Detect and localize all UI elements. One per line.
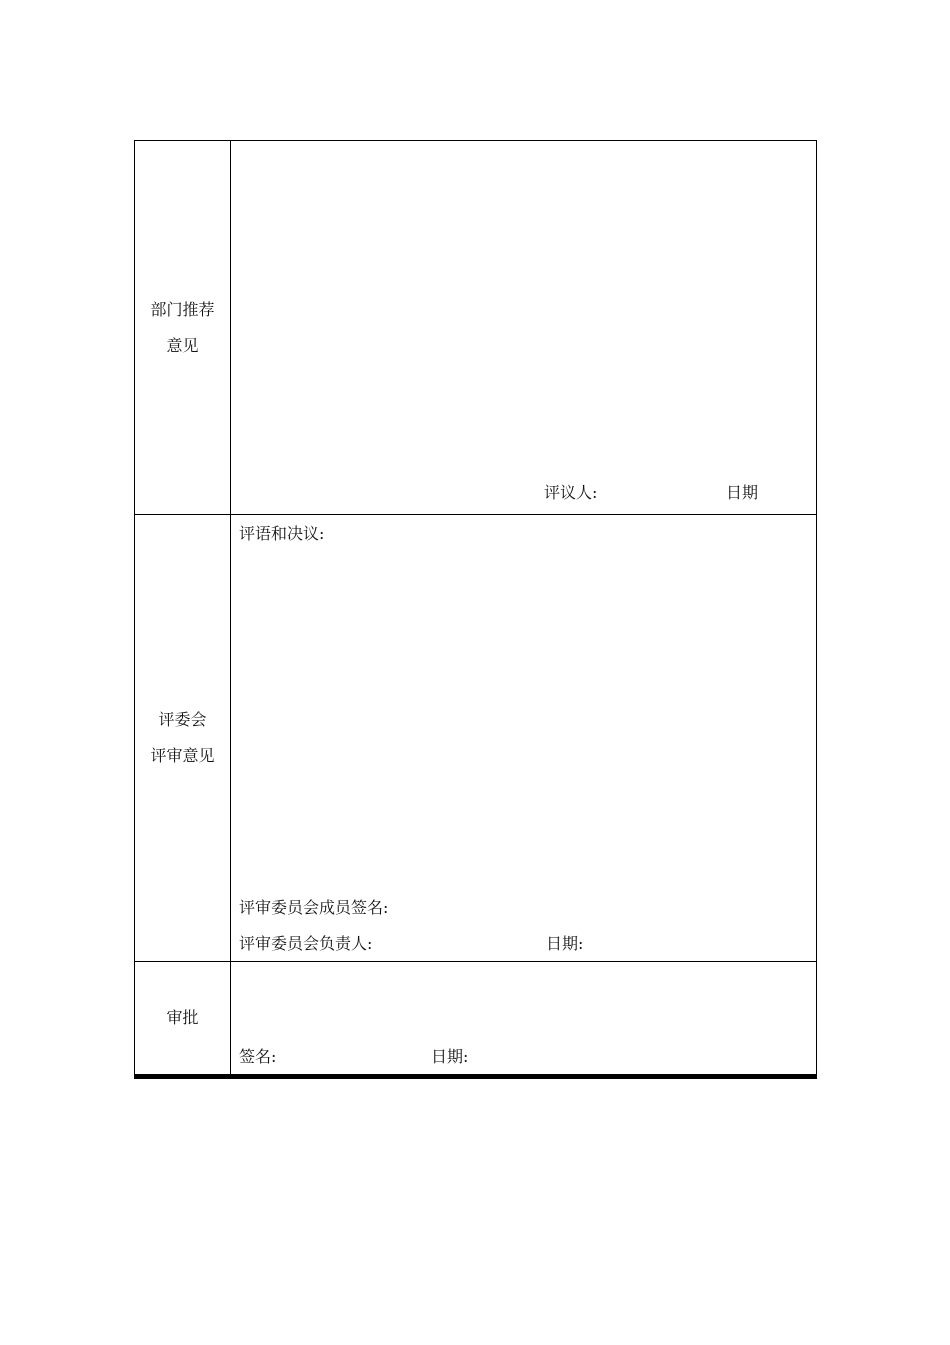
row-label-line: 部门推荐 — [150, 299, 215, 319]
department-recommendation-content[interactable] — [231, 141, 816, 514]
committee-review-row — [135, 514, 816, 961]
review-form-table — [134, 140, 817, 1075]
row-label-line: 审批 — [166, 1008, 199, 1027]
bottom-border-rule — [134, 1075, 817, 1079]
committee-head-label: 评审委员会负责人: — [239, 934, 373, 953]
signature-label: 签名: — [239, 1047, 277, 1066]
department-recommendation-label-cell — [135, 141, 231, 514]
committee-review-label-cell — [135, 515, 231, 961]
date-label: 日期 — [726, 483, 759, 502]
row-label-line: 评审意见 — [150, 746, 215, 765]
row-label-line: 评委会 — [158, 710, 207, 729]
approval-row — [135, 961, 816, 1074]
members-signature-label: 评审委员会成员签名: — [239, 898, 389, 917]
approval-content[interactable] — [231, 962, 816, 1074]
reviewer-label: 评议人: — [544, 483, 598, 502]
committee-review-content[interactable] — [231, 515, 816, 961]
row-label-line: 意见 — [166, 335, 199, 355]
date-label: 日期: — [431, 1047, 469, 1066]
date-label: 日期: — [546, 934, 584, 953]
comments-label: 评语和决议: — [239, 524, 325, 543]
approval-label-cell — [135, 962, 231, 1074]
department-recommendation-row — [135, 141, 816, 514]
